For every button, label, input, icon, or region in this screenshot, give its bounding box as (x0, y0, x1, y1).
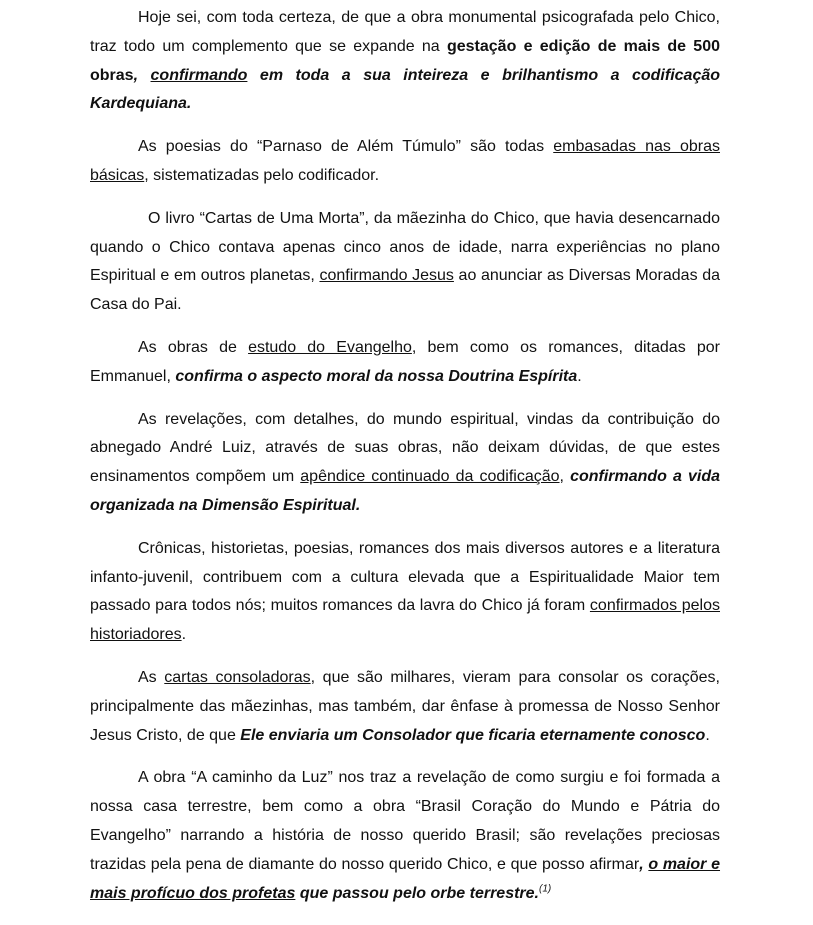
paragraph-8-run-1: A obra “A caminho da Luz” nos traz a revelação de como surgiu e foi formada a nossa casa terrestre, bem como a obra “Brasil Coração do Mundo e Pátria do Evangelho” narrando a história de nosso querido Brasil; são revelações preciosas trazidas pela pena de diamante do nosso querido Chico, e que posso afirmar (90, 769, 720, 873)
paragraph-1-run-5: em toda a sua inteireza e brilhantismo a codificação Kardequiana. (90, 66, 721, 113)
paragraph-5 (90, 406, 720, 521)
paragraph-4 (90, 334, 720, 392)
paragraph-3-run-3: ao anunciar as Diversas Moradas da Casa do Pai. (90, 267, 720, 314)
paragraph-8-run-4: que passou pelo orbe terrestre. (295, 884, 539, 902)
paragraph-6-run-3: . (181, 626, 187, 644)
paragraph-4-run-2: estudo do Evangelho (248, 338, 412, 356)
paragraph-8-run-2: , (639, 855, 649, 873)
paragraph-3 (90, 205, 720, 320)
paragraph-7-run-1: As (138, 668, 165, 686)
paragraph-1-run-2: gestação e edição de mais de 500 obras (90, 37, 720, 84)
paragraph-3-run-2: confirmando Jesus (319, 267, 454, 285)
paragraph-6-run-1: Crônicas, historietas, poesias, romances dos mais diversos autores e a literatura infanto-juvenil, contribuem com a cultura elevada que a Espiritualidade Maior tem passado para todos nós; muitos romances da lavra do Chico já foram (90, 539, 720, 615)
paragraph-6-run-2: confirmados pelos historiadores (90, 597, 720, 644)
paragraph-2-run-1: As poesias do “Parnaso de Além Túmulo” são todas (138, 138, 554, 156)
paragraph-2 (90, 133, 720, 191)
paragraph-4-run-3: , bem como os romances, ditadas por Emmanuel, (90, 338, 721, 385)
paragraph-5-run-1: As revelações, com detalhes, do mundo espiritual, vindas da contribuição do abnegado André Luiz, através de suas obras, não deixam dúvidas, de que estes ensinamentos compõem um (90, 410, 720, 486)
paragraph-2-run-2: embasadas nas obras básicas (90, 138, 720, 184)
paragraph-7-run-5: . (705, 726, 710, 744)
paragraph-8 (90, 764, 720, 908)
paragraph-8-run-3: o maior e mais profícuo dos profetas (90, 855, 721, 902)
paragraph-6 (90, 535, 720, 650)
paragraph-4-run-4: confirma o aspecto moral da nossa Doutrina Espírita (175, 367, 578, 385)
paragraph-4-run-1: As obras de (138, 338, 249, 356)
paragraph-2-run-3: , sistematizadas pelo codificador. (144, 166, 380, 184)
paragraph-7-run-4: Ele enviaria um Consolador que ficaria eternamente conosco (240, 726, 706, 744)
paragraph-7-run-2: cartas consoladoras (164, 668, 311, 686)
paragraph-7-run-3: , que são milhares, vieram para consolar os corações, principalmente das mãezinhas, mas também, dar ênfase à promessa de Nosso Senhor Jesus Cristo, de que (90, 668, 721, 744)
paragraph-1 (90, 4, 720, 119)
paragraph-3-run-1: O livro “Cartas de Uma Morta”, da mãezinha do Chico, que havia desencarnado quando o Chico contava apenas cinco anos de idade, narra experiências no plano Espiritual e em outros planetas, (90, 209, 720, 285)
paragraph-5-run-2: apêndice continuado da codificação (300, 468, 560, 486)
paragraph-4-run-5: . (577, 367, 582, 385)
paragraph-1-run-3: , (133, 66, 151, 84)
paragraph-7 (90, 664, 720, 750)
paragraph-1-run-4: confirmando (150, 66, 248, 84)
paragraph-5-run-3: , (559, 468, 571, 486)
paragraph-5-run-4: confirmando a vida organizada na Dimensão Espiritual. (90, 468, 720, 514)
footnote-marker: (1) (539, 883, 552, 895)
paragraph-1-run-1: Hoje sei, com toda certeza, de que a obra monumental psicografada pelo Chico, traz todo um complemento que se expande na (90, 9, 720, 55)
